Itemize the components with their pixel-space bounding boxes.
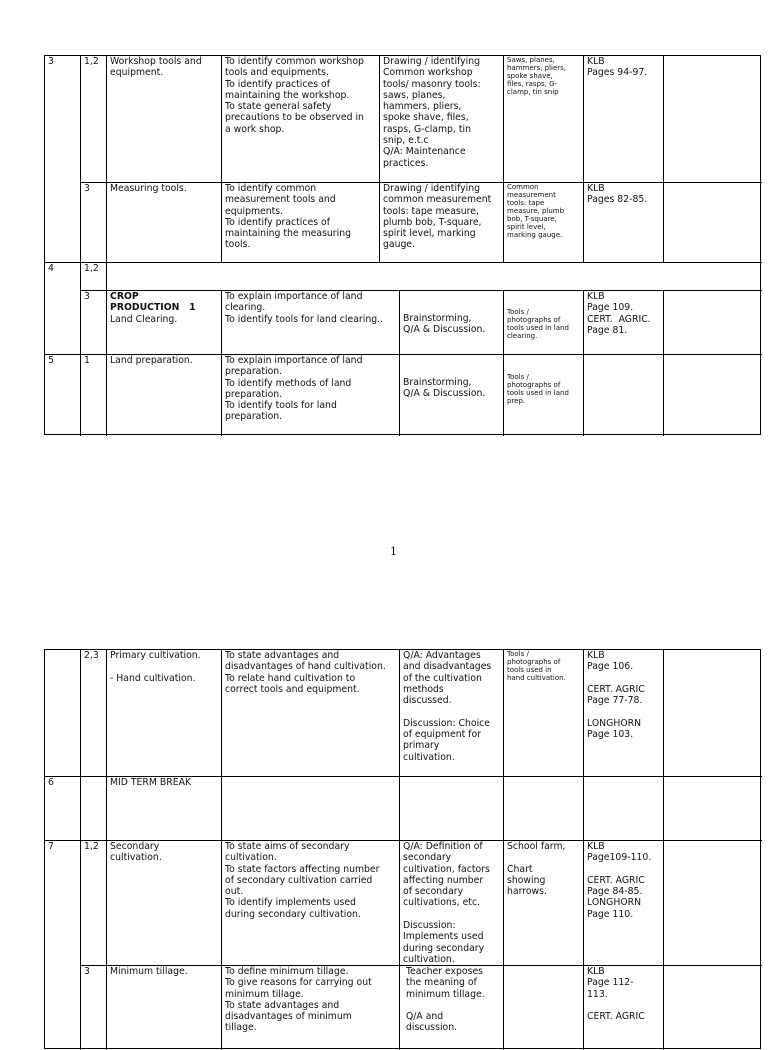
topic-heading: PRODUCTION 1: [110, 302, 196, 314]
activities-cell: [399, 776, 503, 840]
topic-cell: Minimum tillage.: [106, 965, 221, 1050]
activities-cell: Brainstorming, Q/A & Discussion.: [399, 290, 503, 354]
remarks-cell: [663, 840, 762, 965]
objectives-cell: To define minimum tillage. To give reasons for carrying out minimum tillage. To state advantages and disadvantages of minimum tillage.: [221, 965, 399, 1050]
scheme-table-1: [44, 55, 761, 435]
topic-heading: CROP: [110, 291, 139, 302]
resources-cell: Saws, planes, hammers, pliers, spoke shave, files, rasps, G- clamp, tin snip: [503, 56, 583, 182]
resources-cell: Common measurement tools: tape measure, plumb bob, T-square, spirit level, marking gauge.: [503, 182, 583, 262]
topic-cell: CROP PRODUCTION 1 Land Clearing.: [106, 290, 221, 354]
activities-cell: Q/A: Definition of secondary cultivation, factors affecting number of secondary cultivations, etc. Discussion: Implements used during secondary cultivation.: [399, 840, 503, 965]
references-cell: KLB Pages 82-85.: [583, 182, 663, 262]
activities-cell: Drawing / identifying common measurement tools: tape measure, plumb bob, T-square, spirit level, marking gauge.: [379, 182, 503, 262]
objectives-cell: To identify common measurement tools and equipments. To identify practices of maintaining the measuring tools.: [221, 182, 379, 262]
lesson-cell: 3: [80, 290, 106, 354]
objectives-cell: To state advantages and disadvantages of hand cultivation. To relate hand cultivation to correct tools and equipment.: [221, 650, 399, 776]
topic-cell: Measuring tools.: [106, 182, 221, 262]
resources-cell: Tools / photographs of tools used in land clearing.: [503, 290, 583, 354]
resources-cell: Tools / photographs of tools used in land prep.: [503, 354, 583, 436]
topic-cell: Secondary cultivation.: [106, 840, 221, 965]
topic-cell: Primary cultivation. - Hand cultivation.: [106, 650, 221, 776]
objectives-cell: To explain importance of land clearing. To identify tools for land clearing..: [221, 290, 399, 354]
week-cell: 5: [45, 354, 80, 436]
resources-cell: School farm, Chart showing harrows.: [503, 840, 583, 965]
activities-cell: Teacher exposes the meaning of minimum tillage. Q/A and discussion.: [399, 965, 503, 1050]
activities-cell: Q/A: Advantages and disadvantages of the cultivation methods discussed. Discussion: Choice of equipment for primary cultivation.: [399, 650, 503, 776]
week-cell: 7: [45, 840, 80, 965]
references-cell: KLB Page 109. CERT. AGRIC. Page 81.: [583, 290, 663, 354]
topic-cell: Workshop tools and equipment.: [106, 56, 221, 182]
objectives-cell: To identify common workshop tools and equipments. To identify practices of maintaining the workshop. To state general safety precautions to be observed in a work shop.: [221, 56, 379, 182]
page-number: 1: [390, 545, 397, 558]
lesson-cell: 1: [80, 354, 106, 436]
objectives-cell: [221, 776, 399, 840]
topic-cell: MID TERM BREAK: [106, 776, 221, 840]
lesson-cell: 1,2: [80, 840, 106, 965]
references-cell: [583, 354, 663, 436]
references-cell: KLB Page 106. CERT. AGRIC Page 77-78. LONGHORN Page 103.: [583, 650, 663, 776]
references-cell: KLB Pages 94-97.: [583, 56, 663, 182]
remarks-cell: [663, 965, 762, 1050]
resources-cell: Tools / photographs of tools used in hand cultivation.: [503, 650, 583, 776]
remarks-cell: [663, 650, 762, 776]
objectives-cell: To explain importance of land preparation. To identify methods of land preparation. To identify tools for land preparation.: [221, 354, 399, 436]
lesson-cell: [80, 776, 106, 840]
remarks-cell: [663, 290, 762, 354]
scheme-table-2: [44, 649, 761, 1049]
lesson-cell: 2,3: [80, 650, 106, 776]
week-cell: 6: [45, 776, 80, 840]
resources-cell: [503, 776, 583, 840]
week-cell: [45, 965, 80, 1050]
remarks-cell: [663, 776, 762, 840]
objectives-cell: To state aims of secondary cultivation. To state factors affecting number of secondary cultivation carried out. To identify implements used during secondary cultivation.: [221, 840, 399, 965]
lesson-cell: 1,2: [80, 262, 106, 290]
topic-cell: Land preparation.: [106, 354, 221, 436]
references-cell: KLB Page109-110. CERT. AGRIC Page 84-85. LONGHORN Page 110.: [583, 840, 663, 965]
references-cell: KLB Page 112- 113. CERT. AGRIC: [583, 965, 663, 1050]
remarks-cell: [663, 56, 762, 182]
activities-cell: Drawing / identifying Common workshop tools/ masonry tools: saws, planes, hammers, pliers, spoke shave, files, rasps, G-clamp, tin snip, e.t.c Q/A: Maintenance practices.: [379, 56, 503, 182]
week-cell: 4: [45, 262, 80, 290]
lesson-cell: 1,2: [80, 56, 106, 182]
lesson-cell: 3: [80, 182, 106, 262]
lesson-cell: 3: [80, 965, 106, 1050]
remarks-cell: [663, 182, 762, 262]
week-cell: 3: [48, 56, 54, 67]
week-cell: [45, 182, 80, 262]
week-cell: [45, 650, 80, 776]
references-cell: [583, 776, 663, 840]
remarks-cell: [663, 354, 762, 436]
week-cell: [45, 290, 80, 354]
resources-cell: [503, 965, 583, 1050]
activities-cell: Brainstorming, Q/A & Discussion.: [399, 354, 503, 436]
merged-empty-cell: [106, 262, 762, 290]
